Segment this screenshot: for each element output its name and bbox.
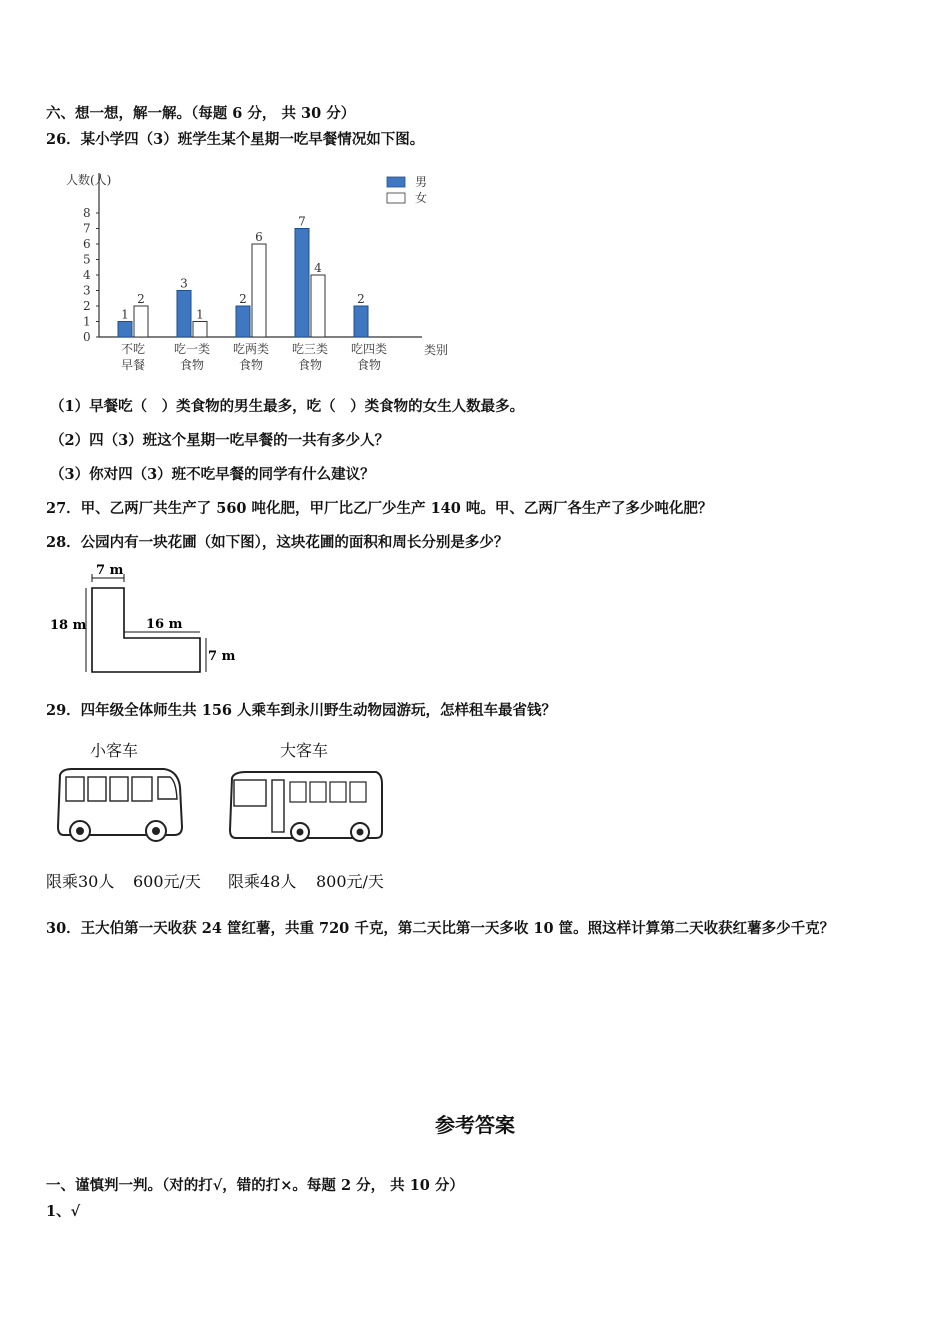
question-27: 27．甲、乙两厂共生产了 560 吨化肥，甲厂比乙厂少生产 140 吨。甲、乙两厂各生产了多少吨化肥？ [46, 500, 713, 517]
chart-legend [387, 175, 427, 205]
small-bus-hub-front [152, 827, 160, 835]
y-tick-label: 3 [83, 283, 91, 298]
section-header: 六、想一想，解一解。（每题 6 分， 共 30 分） [46, 105, 356, 122]
large-bus-door [272, 780, 284, 832]
data-label-male: 2 [239, 292, 247, 306]
legend-label-male: 男 [415, 175, 428, 189]
small-bus-window-2 [88, 777, 106, 801]
large-bus-image [226, 770, 386, 850]
small-bus-hub-rear [76, 827, 84, 835]
legend-label-female: 女 [415, 191, 428, 205]
x-axis-label: 类别 [424, 343, 449, 357]
data-label-male: 7 [298, 214, 306, 229]
data-label-female: 6 [255, 230, 263, 244]
bar-female [252, 244, 266, 337]
answers-title: 参考答案 [435, 1113, 515, 1137]
top-width-label: 7 m [96, 563, 124, 578]
large-bus-window-4 [350, 782, 366, 802]
y-tick-label: 4 [83, 268, 91, 282]
question-29: 29．四年级全体师生共 156 人乘车到永川野生动物园游玩，怎样租车最省钱？ [46, 702, 557, 719]
large-bus-limit: 限乘48人 [228, 872, 297, 891]
data-label-male: 1 [121, 307, 129, 322]
x-tick-label: 吃三类 [291, 342, 329, 356]
small-bus-window-3 [110, 777, 128, 801]
small-bus-limit: 限乘30人 [46, 872, 115, 891]
legend-swatch-female [387, 193, 405, 203]
x-tick-label: 吃一类 [173, 342, 211, 356]
y-tick-label: 2 [83, 299, 91, 313]
question-26-3: （3）你对四（3）班不吃早餐的同学有什么建议？ [50, 466, 375, 483]
x-tick-label: 吃四类 [350, 342, 388, 356]
x-tick-label-line2: 食物 [297, 358, 323, 372]
large-bus-window-2 [310, 782, 326, 802]
large-bus-window-1 [290, 782, 306, 802]
bar-female [134, 306, 148, 337]
answer-1: 1、√ [46, 1203, 81, 1220]
legend-swatch-male [387, 177, 405, 187]
question-26-2: （2）四（3）班这个星期一吃早餐的一共有多少人？ [50, 432, 390, 449]
right-height-label: 7 m [208, 649, 236, 664]
y-axis-label: 人数(人) [66, 173, 112, 187]
inner-width-label: 16 m [146, 617, 183, 632]
large-bus-hub-rear [357, 829, 364, 836]
question-28: 28．公园内有一块花圃（如下图），这块花圃的面积和周长分别是多少？ [46, 534, 509, 551]
y-tick-label: 8 [83, 206, 91, 220]
x-tick-label: 不吃 [120, 342, 146, 356]
question-26: 26．某小学四（3）班学生某个星期一吃早餐情况如下图。 [46, 131, 425, 148]
small-bus-title: 小客车 [90, 741, 139, 760]
large-bus-hub-front [297, 829, 304, 836]
question-30: 30．王大伯第一天收获 24 筐红薯，共重 720 千克，第二天比第一天多收 10 筐。照这样计算第二天收获红薯多少千克？ [46, 920, 835, 937]
bar-male [354, 306, 368, 337]
small-bus-price: 600元/天 [133, 872, 201, 891]
data-label-female: 2 [137, 292, 145, 306]
data-label-male: 3 [180, 276, 188, 291]
large-bus-price: 800元/天 [316, 872, 384, 891]
x-tick-label-line2: 食物 [179, 358, 205, 372]
question-26-1: （1）早餐吃（ ）类食物的男生最多，吃（ ）类食物的女生人数最多。 [50, 398, 525, 415]
x-tick-label-line2: 食物 [356, 358, 382, 372]
y-tick-label: 6 [83, 237, 91, 251]
y-tick-label: 5 [83, 252, 91, 267]
y-tick-label: 1 [83, 314, 91, 329]
y-tick-label: 0 [83, 330, 91, 344]
garden-diagram [46, 562, 246, 682]
small-bus-windshield [158, 777, 177, 799]
left-height-label: 18 m [50, 618, 87, 633]
breakfast-bar-chart [50, 165, 470, 375]
data-label-female: 4 [314, 261, 322, 275]
answers-section-1: 一、谨慎判一判。（对的打√，错的打×。每题 2 分， 共 10 分） [46, 1177, 464, 1194]
bar-male [118, 322, 132, 338]
x-tick-label-line2: 早餐 [120, 358, 146, 372]
small-bus-window-4 [132, 777, 152, 801]
small-bus-window-1 [66, 777, 84, 801]
y-tick-label: 7 [83, 221, 91, 236]
large-bus-windshield [234, 780, 266, 806]
large-bus-title: 大客车 [280, 741, 329, 760]
bar-male [236, 306, 250, 337]
small-bus-image [52, 765, 192, 845]
large-bus-window-3 [330, 782, 346, 802]
x-tick-label: 吃两类 [232, 342, 270, 356]
bar-male [177, 291, 191, 338]
x-tick-label-line2: 食物 [238, 358, 264, 372]
data-label-male: 2 [357, 292, 365, 306]
data-label-female: 1 [196, 307, 204, 322]
bar-female [311, 275, 325, 337]
bar-female [193, 322, 207, 338]
bar-male [295, 229, 309, 338]
